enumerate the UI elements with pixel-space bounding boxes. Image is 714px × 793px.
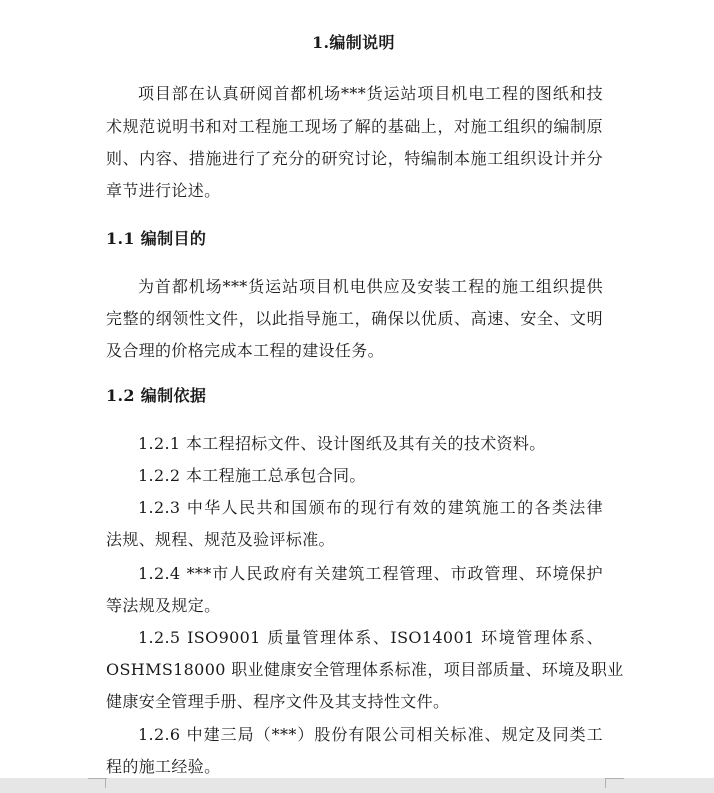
section-1-1-line-2: 完整的纲领性文件，以此指导施工，确保以优质、高速、安全、文明 — [106, 309, 603, 328]
page-gap — [0, 778, 714, 793]
basis-item-1-2-6-line-2: 程的施工经验。 — [106, 757, 221, 776]
right-margin-marker — [605, 778, 606, 788]
basis-item-1-2-5-line-1: 1.2.5 ISO9001 质量管理体系、ISO14001 环境管理体系、 — [138, 628, 603, 647]
intro-line-4: 章节进行论述。 — [106, 181, 221, 200]
basis-item-1-2-4-line-2: 等法规及规定。 — [106, 596, 221, 615]
basis-item-1-2-3-line-1: 1.2.3 中华人民共和国颁布的现行有效的建筑施工的各类法律 — [138, 498, 603, 517]
section-1-1-line-3: 及合理的价格完成本工程的建设任务。 — [106, 341, 384, 360]
basis-item-1-2-2: 1.2.2 本工程施工总承包合同。 — [138, 466, 366, 485]
section-heading-1-1: 1.1 编制目的 — [106, 229, 207, 248]
basis-item-1-2-3-line-2: 法规、规程、规范及验评标准。 — [106, 530, 335, 549]
section-heading-1-2: 1.2 编制依据 — [106, 386, 207, 405]
basis-item-1-2-4-line-1: 1.2.4 ***市人民政府有关建筑工程管理、市政管理、环境保护 — [138, 564, 603, 583]
right-corner-mark — [605, 778, 624, 779]
intro-line-3: 则、内容、措施进行了充分的研究讨论，特编制本施工组织设计并分 — [106, 149, 603, 168]
basis-item-1-2-5-line-3: 健康安全管理手册、程序文件及其支持性文件。 — [106, 692, 450, 711]
left-margin-marker — [105, 778, 106, 788]
intro-line-2: 术规范说明书和对工程施工现场了解的基础上，对施工组织的编制原 — [106, 117, 603, 136]
basis-item-1-2-1: 1.2.1 本工程招标文件、设计图纸及其有关的技术资料。 — [138, 434, 546, 453]
left-corner-mark — [88, 778, 107, 779]
intro-line-1: 项目部在认真研阅首都机场***货运站项目机电工程的图纸和技 — [138, 84, 603, 103]
basis-item-1-2-5-line-2: OSHMS18000 职业健康安全管理体系标准，项目部质量、环境及职业 — [106, 660, 624, 679]
basis-item-1-2-6-line-1: 1.2.6 中建三局（***）股份有限公司相关标准、规定及同类工 — [138, 725, 603, 744]
page-title: 1.编制说明 — [312, 33, 395, 52]
section-1-1-line-1: 为首都机场***货运站项目机电供应及安装工程的施工组织提供 — [138, 277, 603, 296]
